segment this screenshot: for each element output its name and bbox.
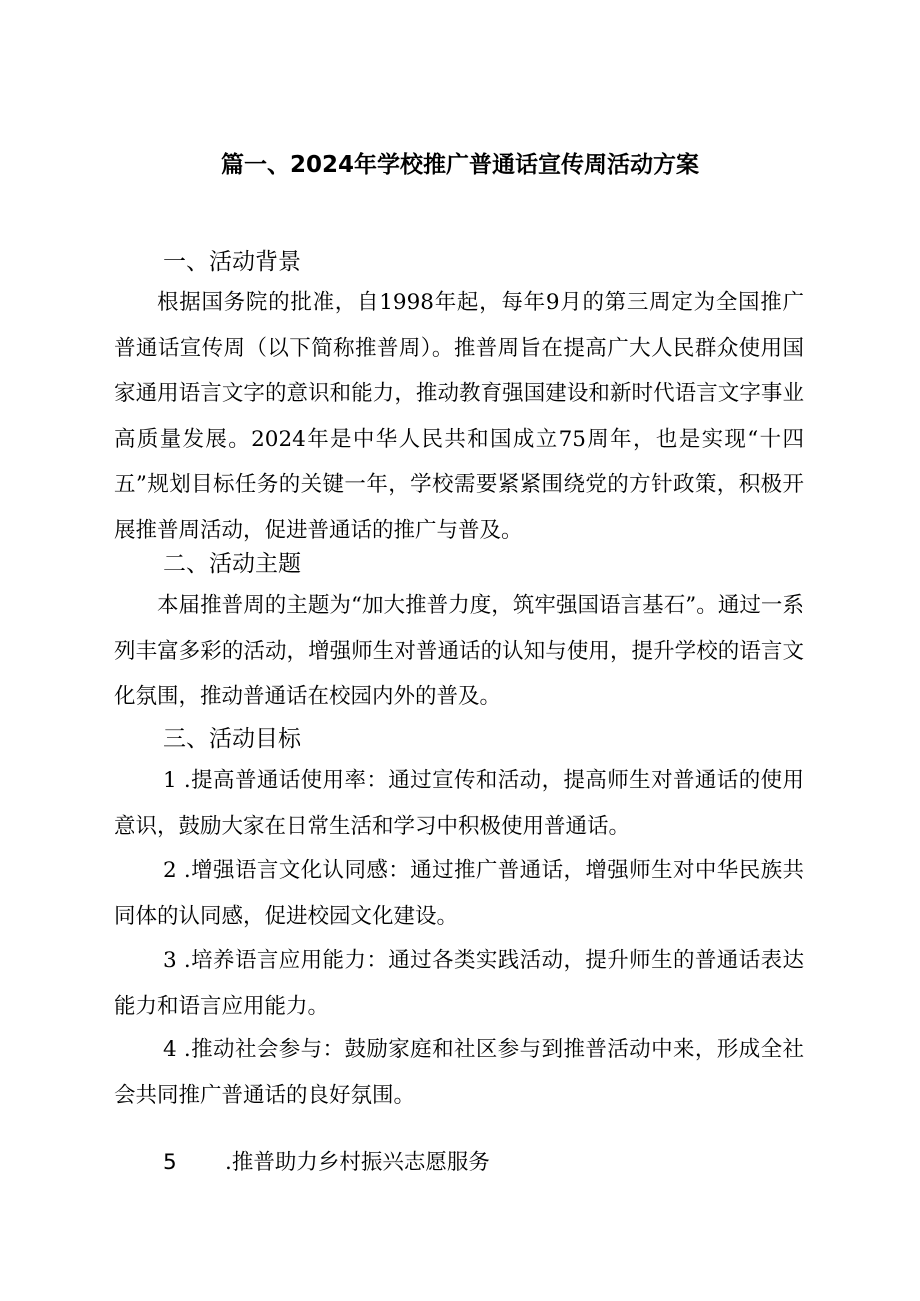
goal-item-2: 2 .增强语言文化认同感：通过推广普通话，增强师生对中华民族共同体的认同感，促进校园文化建设。 xyxy=(114,858,804,929)
goal-item-4: 4 .推动社会参与：鼓励家庭和社区参与到推普活动中来，形成全社会共同推广普通话的良好氛围。 xyxy=(114,1037,804,1108)
section-paragraph-theme: 本届推普周的主题为“加大推普力度，筑牢强国语言基石”。通过一系列丰富多彩的活动，增强师生对普通话的认知与使用，提升学校的语言文化氛围，推动普通话在校园内外的普及。 xyxy=(114,593,804,709)
goal-item-5 xyxy=(163,1140,490,1186)
section-heading-background: 一、活动背景 xyxy=(163,249,301,275)
section-heading-theme: 二、活动主题 xyxy=(163,551,301,577)
goal-item-1: 1 .提高普通话使用率：通过宣传和活动，提高师生对普通话的使用意识，鼓励大家在日常生活和学习中积极使用普通话。 xyxy=(114,768,804,839)
section-heading-goals: 三、活动目标 xyxy=(163,726,301,752)
section-paragraph-background: 根据国务院的批准，自1998年起，每年9月的第三周定为全国推广普通话宣传周（以下简称推普周）。推普周旨在提高广大人民群众使用国家通用语言文字的意识和能力，推动教育强国建设和新时代语言文字事业高质量发展。2024年是中华人民共和国成立75周年，也是实现“十四五”规划目标任务的关键一年，学校需要紧紧围绕党的方针政策，积极开展推普周活动，促进普通话的推广与普及。 xyxy=(114,290,804,543)
goal-item-3: 3 .培养语言应用能力：通过各类实践活动，提升师生的普通话表达能力和语言应用能力。 xyxy=(114,948,804,1019)
document-title: 篇一、2024年学校推广普通话宣传周活动方案 xyxy=(220,152,699,178)
goal-item-5-text: .推普助力乡村振兴志愿服务 xyxy=(225,1150,490,1175)
goal-item-5-number: 5 xyxy=(163,1150,177,1175)
